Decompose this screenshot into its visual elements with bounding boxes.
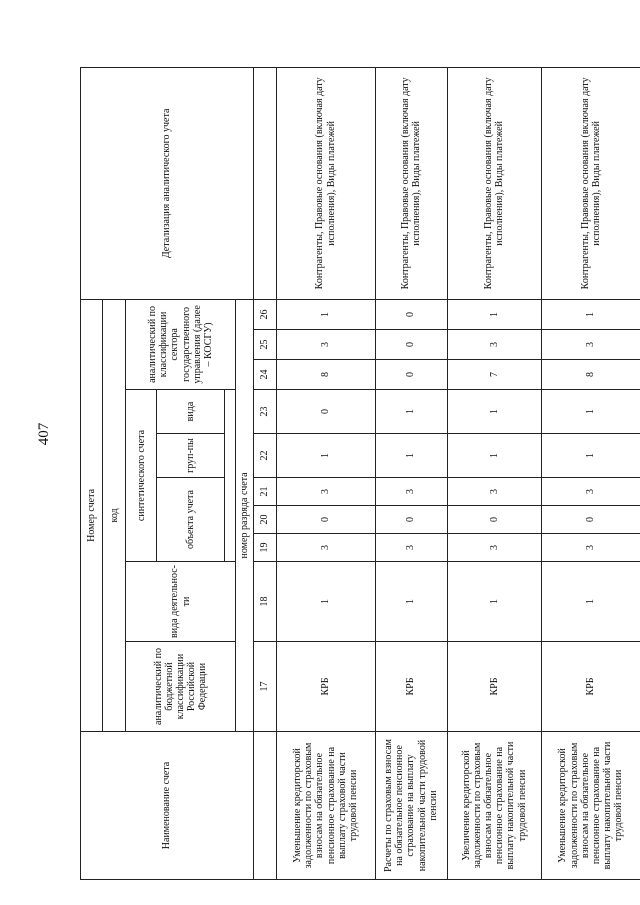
account-name: Расчеты по страховым взносам на обязательное пенсионное страхование на выплату накопительной части трудовой пенсии	[375, 732, 447, 880]
account-name: Увеличение кредиторской задолженности по страховым взносам на обязательное пенсионное страхование на выплату накопительной части трудовой пенсии	[447, 732, 541, 880]
header-group: груп-пы	[157, 434, 224, 478]
header-object: объекта учета	[157, 478, 224, 562]
code-26: 1	[276, 299, 375, 329]
rotated-page	[80, 68, 640, 880]
code-22: 1	[375, 434, 447, 478]
krb-value: КРБ	[541, 642, 640, 732]
account-name: Уменьшение кредиторской задолженности по страховым взносам на обязательное пенсионное страхование на выплату страховой части трудовой пенсии	[276, 732, 375, 880]
header-account-number: Номер счета	[81, 299, 103, 731]
code-26: 0	[375, 299, 447, 329]
code-22: 1	[541, 434, 640, 478]
digit-spacer	[254, 732, 276, 880]
code-18: 1	[541, 562, 640, 642]
table-row	[276, 67, 375, 879]
code-18: 1	[375, 562, 447, 642]
digit-20: 20	[254, 506, 276, 534]
digit-18: 18	[254, 562, 276, 642]
account-name: Уменьшение кредиторской задолженности по страховым взносам на обязательное пенсионное страхование на выплату накопительной части трудовой пенсии	[541, 732, 640, 880]
detail-value: Контрагенты, Правовые основания (включая дату исполнения), Виды платежей	[541, 67, 640, 299]
digit-23: 23	[254, 390, 276, 434]
page-number: 407	[36, 422, 52, 446]
header-code: код	[103, 299, 125, 731]
header-activity-type: вида деятельнос-ти	[125, 562, 235, 642]
code-25: 3	[541, 330, 640, 360]
code-19: 3	[541, 534, 640, 562]
table-row	[447, 67, 541, 879]
krb-value: КРБ	[447, 642, 541, 732]
digit-spacer	[254, 67, 276, 299]
code-24: 8	[541, 360, 640, 390]
code-20: 0	[541, 506, 640, 534]
code-25: 3	[276, 330, 375, 360]
code-20: 0	[276, 506, 375, 534]
code-19: 3	[375, 534, 447, 562]
code-22: 1	[276, 434, 375, 478]
code-18: 1	[276, 562, 375, 642]
code-26: 1	[541, 299, 640, 329]
detail-value: Контрагенты, Правовые основания (включая дату исполнения), Виды платежей	[276, 67, 375, 299]
digit-19: 19	[254, 534, 276, 562]
digit-22: 22	[254, 434, 276, 478]
code-20: 0	[375, 506, 447, 534]
header-account-name: Наименование счета	[81, 732, 254, 880]
header-digit-number: номер разряда счета	[236, 299, 254, 731]
code-21: 3	[447, 478, 541, 506]
code-21: 3	[541, 478, 640, 506]
code-24: 7	[447, 360, 541, 390]
header-kind: вида	[157, 390, 224, 434]
header-analytic-kosgu: аналитический по классификации сектора государственного управления (далее – КОСГУ)	[125, 299, 235, 389]
code-24: 0	[375, 360, 447, 390]
code-19: 3	[276, 534, 375, 562]
code-23: 1	[541, 390, 640, 434]
header-synthetic: синтетического счета	[125, 390, 156, 562]
accounts-table	[80, 67, 640, 880]
digit-25: 25	[254, 330, 276, 360]
detail-value: Контрагенты, Правовые основания (включая дату исполнения), Виды платежей	[375, 67, 447, 299]
header-detail: Детализация аналитического учета	[81, 67, 254, 299]
code-23: 1	[375, 390, 447, 434]
code-25: 0	[375, 330, 447, 360]
table-row	[375, 67, 447, 879]
krb-value: КРБ	[276, 642, 375, 732]
code-22: 1	[447, 434, 541, 478]
code-18: 1	[447, 562, 541, 642]
digit-26: 26	[254, 299, 276, 329]
digit-24: 24	[254, 360, 276, 390]
table-row	[541, 67, 640, 879]
code-25: 3	[447, 330, 541, 360]
code-23: 1	[447, 390, 541, 434]
code-24: 8	[276, 360, 375, 390]
code-21: 3	[375, 478, 447, 506]
detail-value: Контрагенты, Правовые основания (включая дату исполнения), Виды платежей	[447, 67, 541, 299]
code-19: 3	[447, 534, 541, 562]
digit-17: 17	[254, 642, 276, 732]
header-analytic-krb: аналитический по бюджетной классификации Российской Федерации	[125, 642, 235, 732]
code-20: 0	[447, 506, 541, 534]
krb-value: КРБ	[375, 642, 447, 732]
code-23: 0	[276, 390, 375, 434]
code-21: 3	[276, 478, 375, 506]
digit-21: 21	[254, 478, 276, 506]
code-26: 1	[447, 299, 541, 329]
